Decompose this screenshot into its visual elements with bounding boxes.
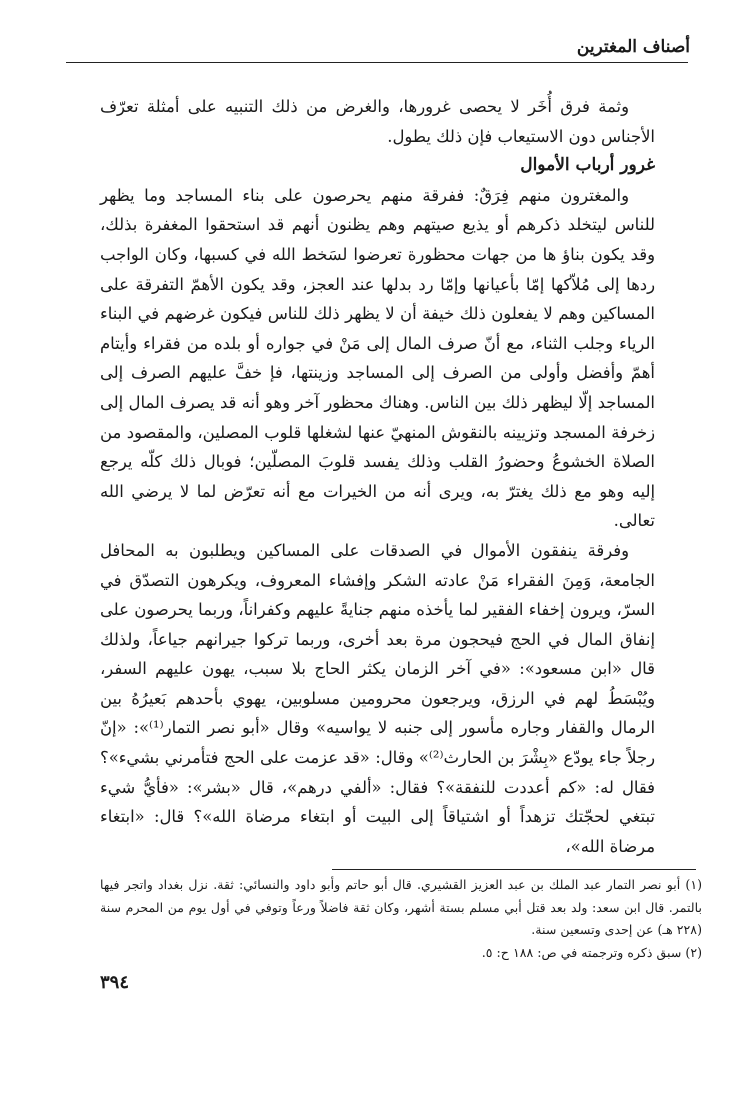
- running-head: أصناف المغترين: [576, 37, 690, 57]
- paragraph-mosque-builders: والمغترون منهم فِرَقٌ: ففرقة منهم يحرصون على بناء المساجد وما يظهر للناس ليتخلد ذكرهم أو يذيع صيتهم وهم يظنون أنهم قد استحقوا المغفرة بذلك، وقد يكون بناؤ ها من جهات محظورة تعرضوا لسَخط الله في كسبها، وكان الواجب ردها إلى مُلاّكها إمّا بأعيانها وإمّا رد بدلها عند العجز، وقد يكون الأهمّ التفرقة على المساكين وهم لا يفعلون ذلك خيفة أن لا يظهر ذلك للناس فيكون غرضهم في البناء الرياء وجلب الثناء، مع أنّ صرف المال إلى مَنْ في جواره أو بلده من فقراء وأيتام أهمّ وأفضل وأولى من الصرف إلى المساجد وزينتها، فإ خفَّ عليهم الصرف إلى المساجد إلّا ليظهر ذلك بين الناس. وهناك محظور آخر وهو أنه قد يصرف المال إلى زخرفة المسجد وتزيينه بالنقوش المنهيّ عنها لشغلها قلوب المصلين، والمقصود من الصلاة الخشوعُ وحضورُ القلب وذلك يفسد قلوبَ المصلّين؛ فوبال ذلك كلّه يرجع إليه وهو مع ذلك يغترّ به، ويرى أنه من الخيرات مع أنه تعرّض لما لا يرضي الله تعالى.: [100, 185, 655, 531]
- footnote-2: (٢) سبق ذكره وترجمته في ص: ١٨٨ ح: ٥.: [481, 944, 702, 960]
- footnotes: [100, 874, 702, 964]
- header-rule: [66, 62, 688, 63]
- footnote-rule: [332, 869, 696, 870]
- page-number: ٣٩٤: [100, 972, 130, 993]
- paragraph-intro: وثمة فرق أُخَر لا يحصى غرورها، والغرض من ذلك التنبيه على أمثلة تعرّف الأجناس دون الاستيعاب فإن ذلك يطول.: [100, 97, 655, 146]
- body-text: [100, 92, 655, 861]
- section-heading: غرور أرباب الأموال: [520, 155, 655, 176]
- paragraph-charity-givers: وفرقة ينفقون الأموال في الصدقات على المساكين ويطلبون به المحافل الجامعة، وَمِنَ الفقراء مَنْ عادته الشكر وإفشاء المعروف، ويكرهون التصدّق في السرّ، ويرون إخفاء الفقير لما يأخذه منهم جنايةً عليهم وكفراناً، وربما يحرصون على إنفاق المال في الحج فيحجون مرة بعد أخرى، وربما تركوا جيرانهم جياعاً، ولذلك قال «ابن مسعود»: «في آخر الزمان يكثر الحاج بلا سبب، يهون عليهم السفر، ويُبْسَطُ لهم في الرزق، ويرجعون محرومين مسلوبين، يهوي بأحدهم بَعيرُهُ بين الرمال والقفار وجاره مأسور إلى جنبه لا يواسيه» وقال «أبو نصر التمار⁽¹⁾»: «إنّ رجلاً جاء يودّع «بِشْرَ بن الحارث⁽²⁾» وقال: «قد عزمت على الحج فتأمرني بشيء»؟ فقال له: «كم أعددت للنفقة»؟ فقال: «ألفي درهم»، قال «بشر»: «فأيُّ شيء تبتغي لحجّتك تزهداً أو اشتياقاً إلى البيت أو ابتغاء مرضاة الله»؟ قال: «ابتغاء مرضاة الله»،: [100, 540, 656, 856]
- footnote-1: (١) أبو نصر التمار عبد الملك بن عبد العزيز القشيري. قال أبو حاتم وأبو داود والنسائي: ثقة. نزل بغداد واتجر فيها بالتمر. قال ابن سعد: ولد بعد قتل أبي مسلم بستة أشهر، وكان ثقة فاضلاً ورعاً وتوفي في أول يوم من المحرم سنة (٢٢٨ هـ) عن إحدى وتسعين سنة.: [100, 877, 702, 938]
